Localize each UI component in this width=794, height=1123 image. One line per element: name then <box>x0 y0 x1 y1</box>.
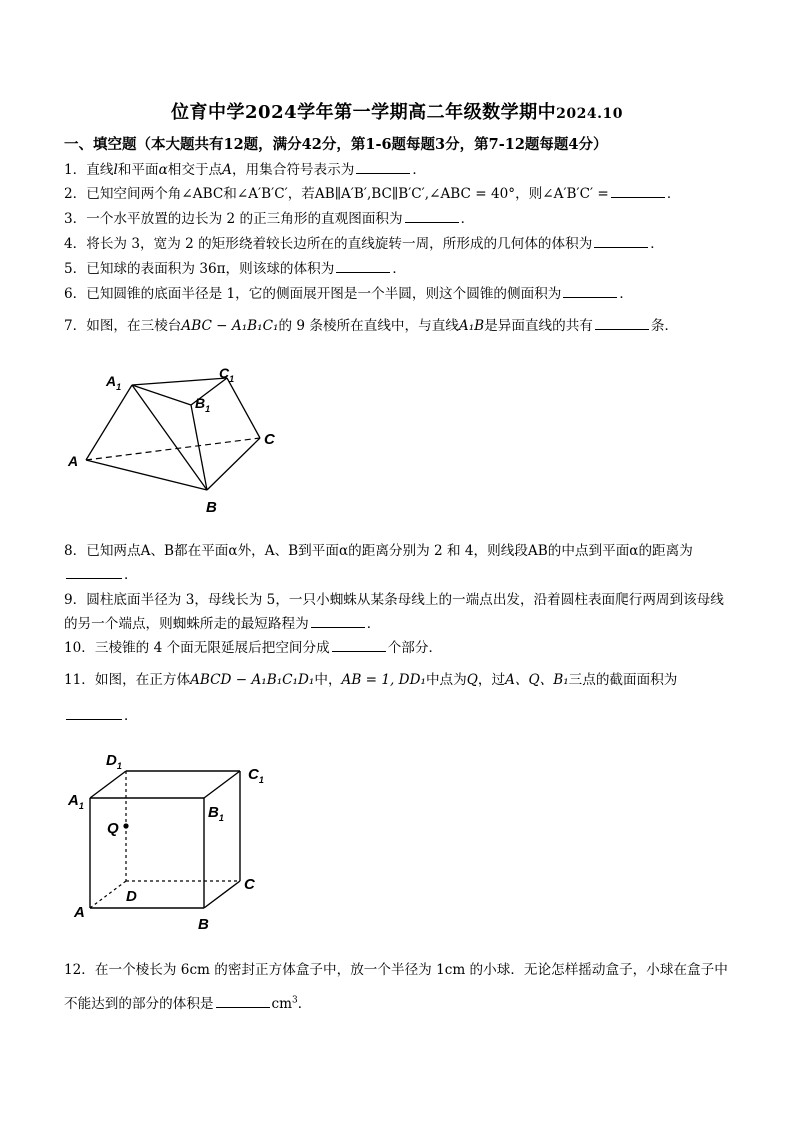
label-c: C <box>264 431 275 448</box>
label-c1: $C_1$ <box>219 365 235 384</box>
label-a: A <box>74 904 85 921</box>
answer-blank[interactable] <box>595 317 649 330</box>
edge-bc <box>207 438 260 490</box>
answer-blank[interactable] <box>336 260 390 273</box>
title-main: 位育中学2024学年第一学期高二年级数学期中 <box>171 102 557 123</box>
answer-blank[interactable] <box>594 235 648 248</box>
label-b: B <box>198 916 209 933</box>
edge-b1c1 <box>204 771 240 798</box>
edge-a1d1 <box>90 771 126 798</box>
question-11: 11．如图，在正方体ABCD − A₁B₁C₁D₁中，AB = 1, DD₁中点为Q，过A、Q、B₁三点的截面面积为 <box>64 672 678 688</box>
label-d1: $D_1$ <box>106 752 122 771</box>
question-12: 12．在一个棱长为 6cm 的密封正方体盒子中，放一个半径为 1cm 的小球．无论怎样摇动盒子，小球在盒子中 <box>64 962 728 978</box>
edge-cc1 <box>227 378 260 438</box>
label-a: A <box>68 453 79 469</box>
answer-blank[interactable] <box>311 615 365 628</box>
label-d: D <box>126 888 137 905</box>
answer-blank[interactable] <box>611 185 665 198</box>
label-b1: $B_1$ <box>208 804 224 823</box>
question-5: 5．已知球的表面积为 36π，则该球的体积为 ． <box>64 261 406 277</box>
label-q: Q <box>107 820 119 837</box>
question-2: 2．已知空间两个角∠ABC和∠A′B′C′，若AB∥A′B′,BC∥B′C′,∠ABC = 40°，则∠A′B′C′ = ． <box>64 186 681 202</box>
answer-blank[interactable] <box>66 566 122 579</box>
question-10: 10．三棱锥的 4 个面无限延展后把空间分成 个部分． <box>64 640 443 656</box>
question-4: 4．将长为 3，宽为 2 的矩形绕着较长边所在的直线旋转一周，所形成的几何体的体积为 ． <box>64 236 664 252</box>
edge-a1c1 <box>132 378 227 385</box>
question-8-line2: ． <box>64 563 138 583</box>
label-a1: $A_1$ <box>68 792 84 811</box>
edge-ad-hidden <box>90 881 126 908</box>
edge-aa1 <box>86 385 132 460</box>
label-b1: $B_1$ <box>195 395 211 414</box>
question-9: 9．圆柱底面半径为 3，母线长为 5，一只小蜘蛛从某条母线上的一端点出发，沿着圆柱表面爬行两周到该母线 <box>64 592 724 608</box>
figure-cube <box>64 745 274 935</box>
label-c: C <box>244 876 255 893</box>
label-c1: $C_1$ <box>248 766 264 785</box>
title-date: 2024.10 <box>556 106 623 122</box>
answer-blank[interactable] <box>356 161 410 174</box>
answer-blank[interactable] <box>405 210 459 223</box>
page-title <box>0 98 794 124</box>
question-12-line2: 不能达到的部分的体积是 $cm^3$． <box>64 995 312 1012</box>
answer-blank[interactable] <box>563 285 617 298</box>
question-7: 7．如图，在三棱台ABC − A₁B₁C₁的 9 条棱所在直线中，与直线A₁B是异面直线的共有 条． <box>64 318 679 334</box>
question-8: 8．已知两点A、B都在平面α外，A、B到平面α的距离分别为 2 和 4，则线段AB的中点到平面α的距离为 <box>64 543 693 559</box>
edge-a1b1 <box>132 385 191 405</box>
question-9-line2: 的另一个端点，则蜘蛛所走的最短路程为 ． <box>64 616 381 632</box>
answer-blank[interactable] <box>332 639 386 652</box>
label-a1: $A_1$ <box>106 373 122 392</box>
label-b: B <box>206 499 217 516</box>
question-11-line2: ． <box>64 704 138 724</box>
edge-bc <box>204 881 240 908</box>
answer-blank[interactable] <box>216 995 270 1008</box>
figure-frustum <box>64 360 304 520</box>
answer-blank[interactable] <box>66 707 122 720</box>
question-3: 3．一个水平放置的边长为 2 的正三角形的直观图面积为 ． <box>64 211 475 227</box>
question-6: 6．已知圆锥的底面半径是 1，它的侧面展开图是一个半圆，则这个圆锥的侧面积为 ． <box>64 286 633 302</box>
point-q <box>123 823 128 828</box>
edge-bb1 <box>191 405 207 490</box>
question-1: 1．直线l和平面α相交于点A，用集合符号表示为 ． <box>64 162 426 178</box>
section-heading: 一、填空题（本大题共有12题，满分42分，第1-6题每题3分，第7-12题每题4分） <box>64 136 608 153</box>
